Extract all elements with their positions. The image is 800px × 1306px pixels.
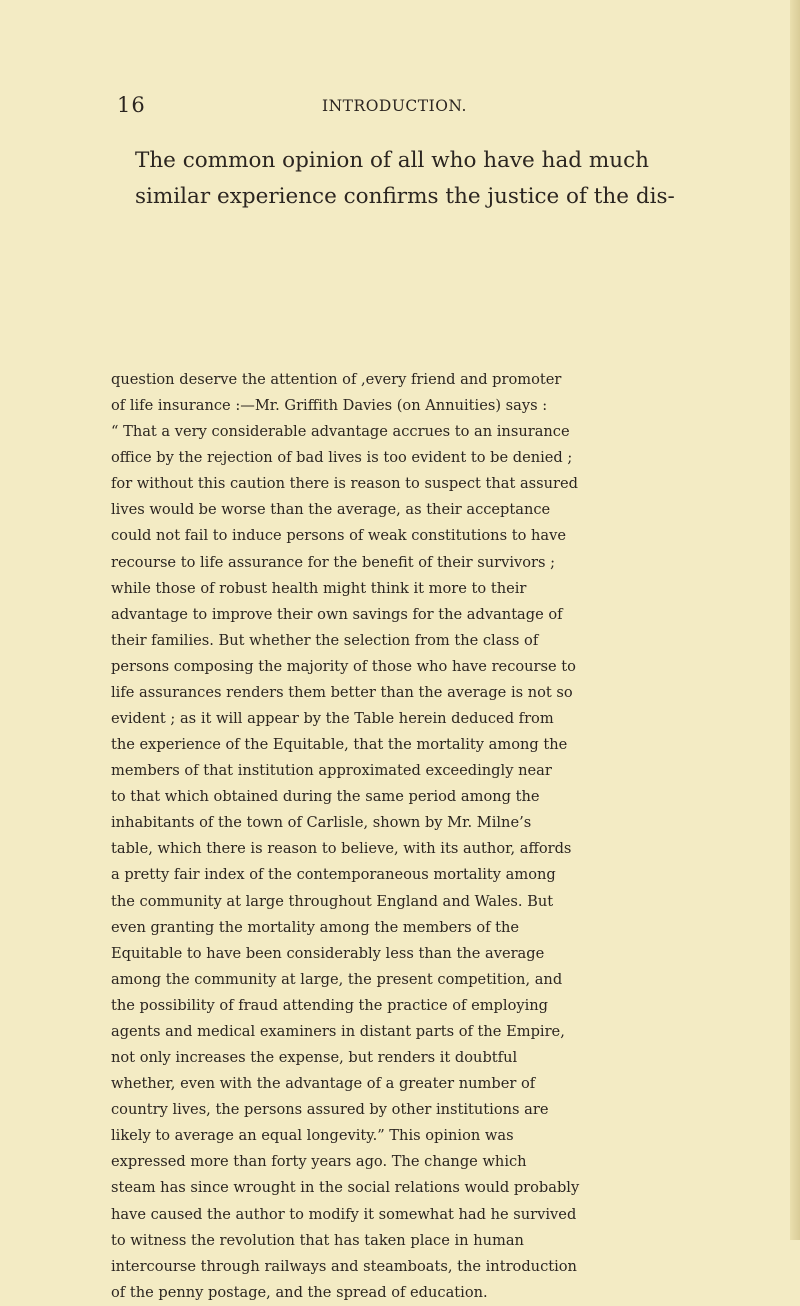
body-line: steam has since wrought in the social relations would probably	[111, 1179, 580, 1197]
body-line: “ That a very considerable advantage accrues to an insurance	[111, 423, 570, 441]
body-line: expressed more than forty years ago. The change which	[111, 1153, 527, 1171]
body-line: for without this caution there is reason to suspect that assured	[111, 475, 578, 493]
body-line: the possibility of fraud attending the practice of employing	[111, 996, 549, 1014]
body-paragraph	[111, 367, 751, 1306]
lead-paragraph	[135, 143, 750, 215]
lead-line: The common opinion of all who have had much	[135, 148, 649, 173]
body-line: recourse to life assurance for the benefit of their survivors ;	[111, 553, 556, 571]
lead-line: similar experience confirms the justice of the dis-	[135, 184, 675, 209]
body-line: not only increases the expense, but renders it doubtful	[111, 1049, 518, 1067]
chapter-title: INTRODUCTION.	[322, 97, 467, 115]
body-line: could not fail to induce persons of weak constitutions to have	[111, 527, 566, 545]
body-line: whether, even with the advantage of a greater number of	[111, 1075, 536, 1093]
body-line: country lives, the persons assured by other institutions are	[111, 1101, 549, 1119]
running-head	[117, 93, 737, 117]
body-line: the experience of the Equitable, that the mortality among the	[111, 736, 568, 754]
body-line: have caused the author to modify it somewhat had he survived	[111, 1205, 577, 1223]
body-line: advantage to improve their own savings for the advantage of	[111, 605, 563, 623]
body-line: to that which obtained during the same period among the	[111, 788, 540, 806]
body-line: question deserve the attention of ,every friend and promoter	[111, 371, 562, 388]
body-line: persons composing the majority of those who have recourse to	[111, 657, 576, 675]
body-line: of the penny postage, and the spread of education.	[111, 1283, 488, 1301]
body-line: their families. But whether the selection from the class of	[111, 631, 539, 649]
body-line: agents and medical examiners in distant parts of the Empire,	[111, 1022, 565, 1040]
body-line: of life insurance :—Mr. Griffith Davies (on Annuities) says :	[111, 397, 548, 415]
body-line: office by the rejection of bad lives is too evident to be denied ;	[111, 449, 573, 467]
body-line: even granting the mortality among the members of the	[111, 918, 520, 936]
page-number: 16	[117, 93, 146, 117]
body-line: lives would be worse than the average, as their acceptance	[111, 501, 551, 519]
body-line: life assurances renders them better than the average is not so	[111, 683, 573, 701]
body-line: evident ; as it will appear by the Table herein deduced from	[111, 710, 554, 728]
body-line: table, which there is reason to believe, with its author, affords	[111, 840, 572, 858]
body-line: members of that institution approximated exceedingly near	[111, 762, 552, 780]
body-line: the community at large throughout England and Wales. But	[111, 892, 554, 910]
body-line: intercourse through railways and steamboats, the introduction	[111, 1257, 577, 1275]
body-line: to witness the revolution that has taken place in human	[111, 1231, 524, 1249]
body-line: Equitable to have been considerably less than the average	[111, 944, 545, 962]
body-line: a pretty fair index of the contemporaneous mortality among	[111, 866, 556, 884]
body-line: while those of robust health might think it more to their	[111, 579, 527, 597]
body-line: likely to average an equal longevity.” This opinion was	[111, 1127, 514, 1145]
body-line: among the community at large, the present competition, and	[111, 970, 563, 988]
body-line: inhabitants of the town of Carlisle, shown by Mr. Milne’s	[111, 814, 532, 832]
page-edge	[790, 0, 800, 1240]
